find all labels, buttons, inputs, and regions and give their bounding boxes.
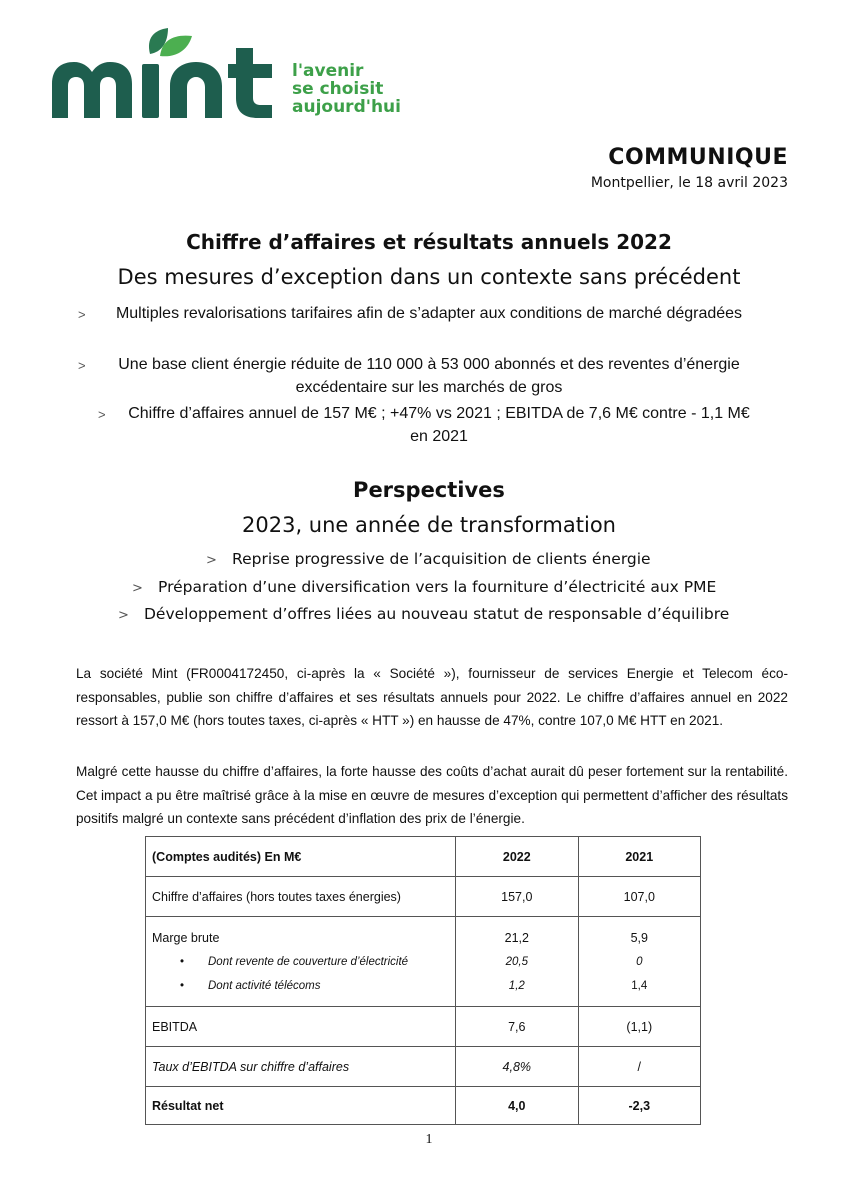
body-paragraph: La société Mint (FR0004172450, ci-après la « Société »), fournisseur de services Energie et Telecom éco-responsables, publie son chiffre d’affaires et ses résultats annuels pour 2022. Le chiffre d’affaires annuel en 2022 ressort à 157,0 M€ (hors toutes taxes, ci-après « HTT ») en hausse de 47%, contre 107,0 M€ HTT en 2021.: [76, 666, 788, 728]
chevron-right-icon: >: [206, 553, 217, 568]
tagline-line: se choisit: [292, 79, 384, 99]
chevron-right-icon: >: [98, 407, 106, 422]
table-header-label: (Comptes audités) En M€: [146, 837, 456, 877]
sub-row-label: • Dont activité télécoms: [152, 974, 449, 998]
perspectives-bullet: [132, 576, 716, 600]
bullet-text: Chiffre d’affaires annuel de 157 M€ ; +47% vs 2021 ; EBITDA de 7,6 M€ contre - 1,1 M€ en 2021: [128, 405, 750, 445]
bullet-text: Développement d’offres liées au nouveau statut de responsable d’équilibre: [144, 605, 730, 623]
table-header-2021: 2021: [578, 837, 700, 877]
sub-cell-2021: 1,4: [631, 979, 648, 992]
perspectives-bullet: [118, 603, 729, 627]
cell-2021: (1,1): [578, 1007, 700, 1047]
chevron-right-icon: >: [132, 581, 143, 596]
perspectives-bullet: [206, 548, 651, 572]
table-row: [146, 1007, 701, 1047]
table-row: [146, 1047, 701, 1087]
row-label: Marge brute: [152, 930, 220, 945]
cell-2021: 107,0: [578, 877, 700, 917]
sub-cell-2022: 20,5: [505, 955, 528, 968]
bullet-text: Préparation d’une diversification vers la fourniture d’électricité aux PME: [158, 578, 717, 596]
cell-2021: /: [578, 1047, 700, 1087]
results-bullet: [78, 353, 758, 399]
cell-2022: 4,8%: [456, 1047, 578, 1087]
cell-2021: 5,9: [630, 930, 648, 945]
row-label: Chiffre d’affaires (hors toutes taxes énergies): [146, 877, 456, 917]
chevron-right-icon: >: [78, 358, 86, 373]
cell-2022: 157,0: [456, 877, 578, 917]
tagline-line: l'avenir: [292, 61, 364, 81]
cell-2022: 7,6: [456, 1007, 578, 1047]
bullet-text: Une base client énergie réduite de 110 000 à 53 000 abonnés et des reventes d’énergie excédentaire sur les marchés de gros: [118, 356, 740, 396]
brand-tagline: [292, 62, 401, 116]
bullet-text: Reprise progressive de l’acquisition de clients énergie: [232, 550, 651, 568]
row-label: EBITDA: [146, 1007, 456, 1047]
cell-2021-group: [578, 917, 700, 1007]
body-paragraph: Malgré cette hausse du chiffre d’affaires, la forte hausse des coûts d’achat aurait dû peser fortement sur la rentabilité. Cet impact a pu être maîtrisé grâce à la mise en œuvre de mesures d’exception qui permettent d’afficher des résultats positifs malgré un contexte sans précédent d’inflation des prix de l’énergie.: [76, 764, 788, 826]
page-number: 1: [425, 1132, 433, 1147]
sub-cell-2021: 0: [636, 955, 643, 968]
sub-cell-2022: 1,2: [508, 979, 525, 992]
table-header-2022: 2022: [456, 837, 578, 877]
results-table: [145, 836, 701, 1125]
chevron-right-icon: >: [78, 307, 86, 322]
document-type: COMMUNIQUE: [608, 145, 788, 170]
sub-row-label: • Dont revente de couverture d’électricité: [152, 950, 449, 974]
results-bullet: [98, 402, 758, 448]
table-row: [146, 917, 701, 1007]
results-title: Chiffre d’affaires et résultats annuels 2022: [186, 230, 672, 254]
mint-wordmark: [50, 26, 290, 126]
bullet-dot-icon: •: [180, 955, 185, 968]
results-subtitle: Des mesures d’exception dans un contexte sans précédent: [117, 265, 741, 289]
cell-2022: 4,0: [456, 1087, 578, 1125]
table-header-row: [146, 837, 701, 877]
document-date: Montpellier, le 18 avril 2023: [590, 175, 788, 191]
perspectives-title: Perspectives: [353, 478, 505, 502]
row-label: Résultat net: [146, 1087, 456, 1125]
chevron-right-icon: >: [118, 608, 129, 623]
tagline-line: aujourd'hui: [292, 97, 401, 117]
cell-2022-group: [456, 917, 578, 1007]
row-label-group: [146, 917, 456, 1007]
bullet-dot-icon: •: [180, 979, 185, 992]
results-bullet: [78, 302, 758, 326]
row-label: Taux d’EBITDA sur chiffre d’affaires: [146, 1047, 456, 1087]
cell-2022: 21,2: [504, 930, 529, 945]
perspectives-subtitle: 2023, une année de transformation: [242, 513, 616, 537]
cell-2021: -2,3: [578, 1087, 700, 1125]
bullet-text: Multiples revalorisations tarifaires afin de s’adapter aux conditions de marché dégradées: [115, 305, 743, 322]
table-row: [146, 877, 701, 917]
table-row: [146, 1087, 701, 1125]
